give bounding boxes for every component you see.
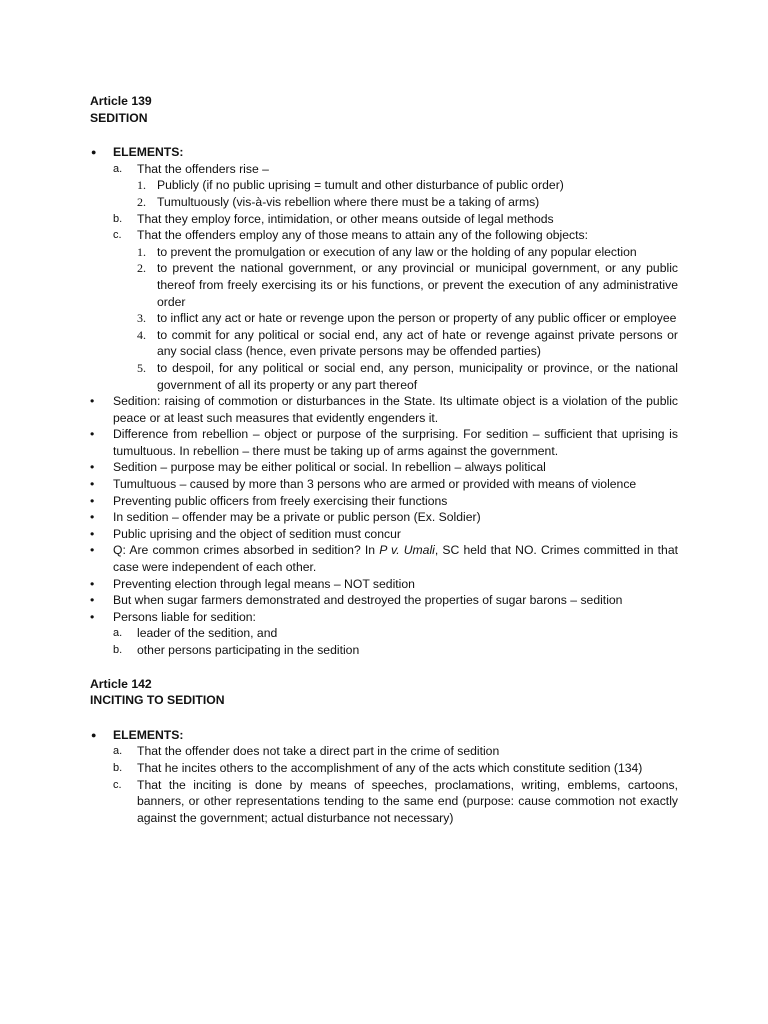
element-text: That they employ force, intimidation, or other means outside of legal methods bbox=[137, 211, 554, 226]
article-number: Article 142 bbox=[90, 676, 152, 691]
note-bullet: • Preventing election through legal means – NOT sedition bbox=[90, 576, 678, 593]
sub-item bbox=[137, 177, 678, 194]
element-marker: b. bbox=[113, 761, 123, 774]
note-bullet: • In sedition – offender may be a private or public person (Ex. Soldier) bbox=[90, 509, 678, 526]
sub-marker: 3. bbox=[137, 311, 146, 326]
sub-marker: 2. bbox=[137, 261, 146, 276]
element-sublist bbox=[137, 244, 678, 393]
element-text: That the inciting is done by means of speeches, proclamations, writing, emblems, cartoons, banners, or other representations tending to the same end (purpose: cause commotion not exactly against the government; actual disturbance not necessary) bbox=[137, 777, 678, 825]
sub-item bbox=[137, 310, 678, 327]
article-139-heading bbox=[90, 93, 678, 126]
note-bullet: • Sedition: raising of commotion or disturbances in the State. Its ultimate object is a violation of the public peace or at least such measures that evidently engenders it. bbox=[90, 393, 678, 426]
liable-list bbox=[113, 625, 678, 658]
note-bullet: • Public uprising and the object of sedition must concur bbox=[90, 526, 678, 543]
element-text: That he incites others to the accomplishment of any of the acts which constitute sedition (134) bbox=[137, 760, 643, 775]
elements-bullet bbox=[90, 144, 678, 393]
elements-list bbox=[113, 743, 678, 826]
sub-marker: 2. bbox=[137, 194, 146, 209]
liable-item bbox=[113, 625, 678, 642]
article-title: INCITING TO SEDITION bbox=[90, 693, 225, 708]
element-item bbox=[113, 760, 678, 777]
liable-text: leader of the sedition, and bbox=[137, 626, 278, 641]
liable-marker: b. bbox=[113, 644, 123, 656]
note-bullet: • But when sugar farmers demonstrated and destroyed the properties of sugar barons – sedition bbox=[90, 592, 678, 609]
elements-label: ELEMENTS: bbox=[113, 145, 184, 160]
elements-list bbox=[113, 161, 678, 393]
element-marker: a. bbox=[113, 162, 123, 175]
article-title: SEDITION bbox=[90, 110, 148, 125]
sub-item bbox=[137, 244, 678, 261]
liable-marker: a. bbox=[113, 627, 123, 640]
sub-text: to prevent the national government, or any provincial or municipal government, or any public thereof from freely exercising its or his functions, or prevent the execution of any administrative order bbox=[157, 261, 678, 309]
note-bullet-liable bbox=[90, 609, 678, 659]
element-item bbox=[113, 777, 678, 827]
sub-item bbox=[137, 360, 678, 393]
element-text: That the offenders rise – bbox=[137, 161, 269, 176]
element-text: That the offenders employ any of those means to attain any of the following objects: bbox=[137, 228, 588, 243]
note-bullet: • Preventing public officers from freely exercising their functions bbox=[90, 493, 678, 510]
sub-text: Publicly (if no public uprising = tumult and other disturbance of public order) bbox=[157, 178, 564, 193]
case-note-post: , SC held that NO. Crimes committed in that case were independent of each other. bbox=[113, 543, 678, 575]
element-marker: b. bbox=[113, 212, 123, 225]
case-name: P v. Umali bbox=[379, 543, 435, 558]
sub-marker: 1. bbox=[137, 244, 146, 259]
article-142-bullets bbox=[90, 727, 678, 827]
element-marker: a. bbox=[113, 745, 123, 758]
element-marker: c. bbox=[113, 229, 122, 242]
sub-text: to inflict any act or hate or revenge upon the person or property of any public officer or employee bbox=[157, 311, 677, 326]
liable-label: Persons liable for sedition: bbox=[113, 609, 256, 624]
note-bullet-case bbox=[90, 542, 678, 575]
elements-bullet bbox=[90, 727, 678, 827]
sub-item bbox=[137, 260, 678, 310]
sub-marker: 1. bbox=[137, 178, 146, 193]
sub-text: Tumultuously (vis-à-vis rebellion where there must be a taking of arms) bbox=[157, 194, 540, 209]
case-note-pre: Q: Are common crimes absorbed in sedition? In bbox=[113, 543, 380, 558]
sub-item bbox=[137, 327, 678, 360]
sub-item bbox=[137, 194, 678, 211]
note-bullet: • Tumultuous – caused by more than 3 persons who are armed or provided with means of violence bbox=[90, 476, 678, 493]
element-item bbox=[113, 211, 678, 228]
sub-text: to commit for any political or social end, any act of hate or revenge against private persons or any social class (hence, even private persons may be offended parties) bbox=[157, 327, 678, 359]
sub-marker: 4. bbox=[137, 327, 146, 342]
elements-label: ELEMENTS: bbox=[113, 727, 184, 742]
liable-item bbox=[113, 642, 678, 659]
sub-text: to prevent the promulgation or execution of any law or the holding of any popular election bbox=[157, 244, 637, 259]
liable-text: other persons participating in the sedition bbox=[137, 643, 360, 657]
sub-marker: 5. bbox=[137, 360, 146, 375]
article-number: Article 139 bbox=[90, 94, 152, 108]
note-bullet: • Difference from rebellion – object or purpose of the surprising. For sedition – sufficient that uprising is tumultuous. In rebellion – there must be taking up of arms against the government. bbox=[90, 426, 678, 459]
element-item bbox=[113, 161, 678, 211]
element-text: That the offender does not take a direct part in the crime of sedition bbox=[137, 744, 500, 759]
element-marker: c. bbox=[113, 778, 122, 791]
element-item bbox=[113, 227, 678, 393]
article-142-heading bbox=[90, 676, 678, 709]
element-item bbox=[113, 743, 678, 760]
document-page bbox=[90, 93, 678, 826]
article-139-bullets bbox=[90, 144, 678, 658]
note-bullet: • Sedition – purpose may be either political or social. In rebellion – always political bbox=[90, 459, 678, 476]
element-sublist bbox=[137, 177, 678, 210]
sub-text: to despoil, for any political or social end, any person, municipality or province, or the national government of all its property or any part thereof bbox=[157, 360, 678, 392]
